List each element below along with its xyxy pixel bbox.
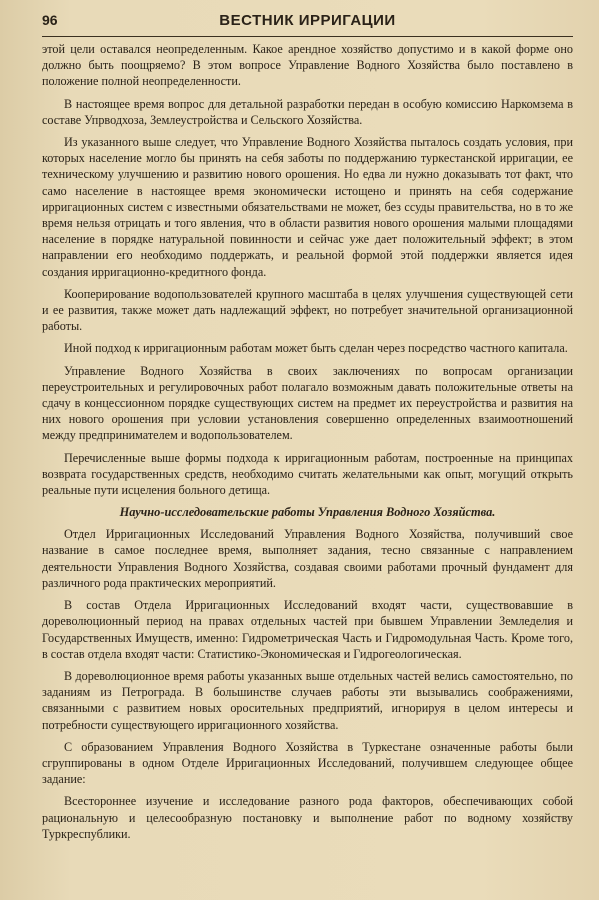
paragraph: Всестороннее изучение и исследование разного рода факторов, обеспечивающих собой рациональную и целесообразную постановку и выполнение работ по водному хозяйству Туркреспублики. [42, 794, 573, 841]
paragraph: Перечисленные выше формы подхода к ирригационным работам, построенные на принципах возврата государственных средств, необходимо считать желательными как опыт, могущий открыть реальные пути исцеления больного детища. [42, 450, 573, 498]
page-header [42, 12, 573, 37]
paragraph: этой цели оставался неопределенным. Какое арендное хозяйство допустимо и в какой форме оно должно быть поощряемо? В этом вопросе Управление Водного Хозяйства было поставлено в положение полной неопределенности. [42, 42, 573, 89]
journal-title: ВЕСТНИК ИРРИГАЦИИ [219, 12, 396, 29]
paragraph: Иной подход к ирригационным работам может быть сделан через посредство частного капитала. [64, 341, 568, 356]
paragraph: Отдел Ирригационных Исследований Управления Водного Хозяйства, получивший свое название в самое последнее время, выполняет задания, тесно связанные с направлением деятельности Управления Водного Хозяйства, создавая своими работами прочный фундамент для различного рода практических мероприятий. [42, 527, 573, 590]
paragraph: Управление Водного Хозяйства в своих заключениях по вопросам организации переустроительных и регулировочных работ полагало возможным давать положительные ответы на сдачу в концессионном порядке существующих систем на предмет их переустройства и развития на них нового орошения при условии установления совершенно определенных взаимоотношений между предпринимателем и водопользователем. [42, 363, 573, 443]
paragraph: В настоящее время вопрос для детальной разработки передан в особую комиссию Наркомзема в составе Упрводхоза, Землеустройства и Сельского Хозяйства. [42, 96, 573, 127]
paragraph: В состав Отдела Ирригационных Исследований входят части, существовавшие в дореволюционный период на правах отдельных частей при бывшем Управлении Земледелия и Государственных Имуществ, именно: Гидрометрическая Часть и Гидромодульная Часть. Кроме того, в состав отдела входят части: Статистико-Экономическая и Гидрогеологическая. [42, 598, 573, 661]
paragraph: В дореволюционное время работы указанных выше отдельных частей велись самостоятельно, по заданиям из Петрограда. В большинстве случаев работы эти вызывались соображениями, связанными с развитием новых оросительных предприятий, игнорируя в целом интересы и потребности существующего ирригационного хозяйства. [42, 668, 573, 732]
section-title: Научно-исследовательские работы Управления Водного Хозяйства. [119, 505, 496, 520]
paragraph: С образованием Управления Водного Хозяйства в Туркестане означенные работы были сгруппированы в одном Отделе Ирригационных Исследований, получившем следующее общее задание: [42, 739, 573, 787]
page-number: 96 [42, 12, 58, 28]
paragraph: Из указанного выше следует, что Управление Водного Хозяйства пыталось создать условия, при которых население могло бы принять на себя заботы по поддержанию туркестанской ирригации, ее техническому улучшению и развитию нового орошения. Но едва ли нужно доказывать тот факт, что само население в настоящее время экономически истощено и принять на себя содержание ирригационных систем с известными обязательствами не может, без ссуды правительства, но в то же время нельзя отрицать и того явления, что в области развития нового орошения малыми площадями население в порядке натуральной повинности и сейчас уже дает положительный эффект; в этом направлении его необходимо поддержать, и реальной формой этой поддержки является идея создания ирригационно-кредитного фонда. [42, 135, 573, 279]
paragraph: Кооперирование водопользователей крупного масштаба в целях улучшения существующей сети и ее развития, также может дать надлежащий эффект, но потребует значительной организационной работы. [42, 286, 573, 334]
